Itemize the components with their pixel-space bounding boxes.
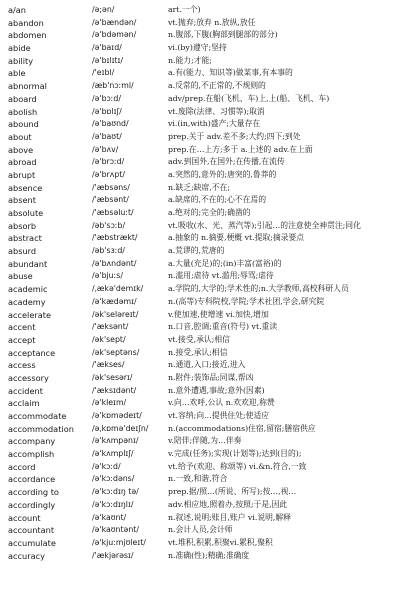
vocab-entry <box>0 194 420 207</box>
entry-word: absurd <box>8 246 37 257</box>
entry-pronunciation: /'ækses/ <box>92 360 125 370</box>
entry-pronunciation: /ək'sept/ <box>92 334 126 344</box>
vocab-entry <box>0 169 420 182</box>
entry-word: accompany <box>8 436 56 447</box>
vocab-entry <box>0 270 420 283</box>
entry-definition: vt.废除(法律、习惯等);取消 <box>168 106 265 116</box>
vocab-entry <box>0 347 420 360</box>
entry-definition: v.使加速,使增速 vi.加快,增加 <box>168 309 269 319</box>
entry-word: abound <box>8 119 39 130</box>
vocab-entry <box>0 118 420 131</box>
entry-definition: vi.(in,with)盛产;大量存在 <box>168 119 261 129</box>
vocab-entry <box>0 512 420 525</box>
entry-word: accumulate <box>8 537 56 548</box>
entry-word: accord <box>8 461 36 472</box>
entry-word: abandon <box>8 17 44 28</box>
vocab-entry <box>0 156 420 169</box>
vocab-entry <box>0 486 420 499</box>
entry-definition: vt.容纳;向…提供住处;使适应 <box>168 411 270 420</box>
entry-word: abroad <box>8 157 37 168</box>
entry-definition: v.向…欢呼,公认 n.欢欢迎,称赞 <box>168 398 275 408</box>
vocab-entry <box>0 207 420 220</box>
entry-definition: n.口音,腔调;重音(符号) vt.重读 <box>168 322 278 332</box>
entry-definition: a.缺席的,不在的;心不在焉的 <box>168 195 266 205</box>
entry-pronunciation: /ə'bjuːs/ <box>92 271 123 281</box>
entry-pronunciation: /ə'baɪd/ <box>92 43 122 53</box>
entry-word: absolute <box>8 208 44 218</box>
vocab-entry <box>0 499 420 512</box>
entry-definition: n.会计人员,会计师 <box>168 525 233 535</box>
entry-pronunciation: /əb'sɜːd/ <box>92 246 125 256</box>
entry-word: according to <box>8 487 59 498</box>
entry-pronunciation: /ə'bʌndənt/ <box>92 258 137 268</box>
entry-word: access <box>8 360 36 371</box>
vocab-entry <box>0 334 420 347</box>
entry-definition: a.有(能力、知识等)做某事,有本事的 <box>168 68 293 78</box>
entry-pronunciation: /ə'kɔːdɪŋ tə/ <box>92 487 139 497</box>
entry-word: abnormal <box>8 81 47 92</box>
entry-definition: prep.据/照…(所说、所写);按…,视… <box>168 487 297 497</box>
entry-pronunciation: /ə'bændən/ <box>92 17 137 27</box>
vocab-entry <box>0 524 420 537</box>
vocab-entry <box>0 42 420 55</box>
entry-word: abide <box>8 43 31 54</box>
entry-word: academic <box>8 284 48 295</box>
entry-pronunciation: /ə;ən/ <box>92 5 115 14</box>
entry-definition: art.一个) <box>168 5 201 14</box>
entry-definition: adv.相应地,照着办,按照;于是,因此 <box>168 499 288 509</box>
entry-word: academy <box>8 296 46 307</box>
entry-pronunciation: /ə'kʌmpənɪ/ <box>92 436 139 446</box>
entry-definition: n.附件;装饰品;同谋,帮凶 <box>168 372 254 382</box>
entry-word: able <box>8 68 26 79</box>
entry-definition: n.(高等)专科院校,学院;学术社团,学会,研究院 <box>168 296 325 306</box>
entry-definition: vt.给予(欢迎、称颂等) vi.&n.符合,一致 <box>168 461 307 471</box>
entry-word: account <box>8 512 41 523</box>
entry-pronunciation: /ə'kɔːdɪŋlɪ/ <box>92 499 134 509</box>
entry-word: accelerate <box>8 309 52 320</box>
entry-pronunciation: /əb'sɔːb/ <box>92 220 126 230</box>
vocab-entry <box>0 473 420 486</box>
entry-pronunciation: /ə'bɒlɪʃ/ <box>92 106 122 116</box>
entry-definition: vt.吸收(水、光、蒸汽等);引起…的注意使全神贯注;同化 <box>168 220 361 230</box>
entry-pronunciation: /ə'bdəmən/ <box>92 30 137 40</box>
entry-word: ability <box>8 55 34 66</box>
entry-word: acclaim <box>8 398 40 409</box>
entry-word: accuracy <box>8 550 45 561</box>
entry-pronunciation: /ə'kɔːdəns/ <box>92 474 135 484</box>
entry-pronunciation: /ə'bɔːd/ <box>92 93 122 103</box>
entry-pronunciation: /ək'septəns/ <box>92 347 140 357</box>
entry-definition: a.学院的,大学的;学术性的;n.大学教师,高校科研人员 <box>168 284 349 294</box>
vocab-entry <box>0 67 420 80</box>
entry-word: abstract <box>8 233 42 244</box>
entry-pronunciation: /ˌækə'demɪk/ <box>92 284 144 294</box>
vocab-entry <box>0 258 420 271</box>
entry-pronunciation: /ə'kʌmplɪʃ/ <box>92 449 134 459</box>
entry-definition: v.完成(任务);实现(计划等);达到(目的); <box>168 449 302 459</box>
vocab-entry <box>0 448 420 461</box>
vocab-entry <box>0 410 420 423</box>
entry-word: accordance <box>8 474 56 485</box>
vocab-entry <box>0 29 420 42</box>
entry-definition: n.通道,入口;接近,进入 <box>168 360 246 370</box>
entry-word: absent <box>8 195 36 206</box>
entry-pronunciation: /'æbstrækt/ <box>92 233 138 243</box>
entry-definition: a.抽象的 n.摘要,梗概 vt.提取;摘录要点 <box>168 233 305 243</box>
entry-definition: n.缺乏;缺席,不在; <box>168 182 231 192</box>
entry-definition: a.突然的,意外的;唐突的,鲁莽的 <box>168 169 277 179</box>
entry-word: acceptance <box>8 347 56 358</box>
entry-pronunciation: /'æbsənt/ <box>92 195 129 205</box>
vocab-entry <box>0 283 420 296</box>
entry-definition: n.接受,承认;相信 <box>168 347 228 357</box>
vocab-entry <box>0 296 420 309</box>
entry-word: abundant <box>8 258 48 269</box>
entry-definition: n.滥用;虐待 vt.滥用;辱骂;虐待 <box>168 271 274 281</box>
entry-pronunciation: /ə'kjuːmjʊleɪt/ <box>92 537 146 547</box>
vocab-entry <box>0 232 420 245</box>
vocab-entry <box>0 321 420 334</box>
entry-definition: a.荒谬的,荒唐的 <box>168 246 225 256</box>
vocab-entry <box>0 93 420 106</box>
vocab-entry <box>0 435 420 448</box>
entry-definition: a.绝对的;完全的;确凿的 <box>168 208 251 217</box>
entry-pronunciation: /'æksɪdənt/ <box>92 385 137 395</box>
entry-word: abdomen <box>8 30 47 41</box>
entry-definition: prep.在…上方;多于 a.上述的 adv.在上面 <box>168 144 313 154</box>
entry-definition: n.能力;才能; <box>168 55 212 65</box>
vocab-entry <box>0 359 420 372</box>
vocab-entry <box>0 537 420 550</box>
entry-word: accordingly <box>8 499 56 510</box>
entry-pronunciation: /ə'brʌpt/ <box>92 169 125 179</box>
entry-definition: vt.抛弃;放弃 n.放纵,放任 <box>168 17 256 27</box>
entry-definition: vt.堆积,积累,积聚vi.累积,聚积 <box>168 537 273 547</box>
vocab-entry <box>0 245 420 258</box>
entry-pronunciation: /ə'bɪlɪtɪ/ <box>92 55 124 65</box>
entry-pronunciation: /ə'kleɪm/ <box>92 398 127 408</box>
entry-word: accommodation <box>8 423 74 434</box>
entry-definition: adv.到国外,在国外;在传播,在流传 <box>168 157 285 167</box>
entry-pronunciation: /'ækjərəsɪ/ <box>92 550 134 560</box>
entry-pronunciation: /ək'seləreɪt/ <box>92 309 139 319</box>
entry-pronunciation: /'æksənt/ <box>92 322 129 332</box>
entry-definition: vt.接受,承认;相信 <box>168 334 230 344</box>
vocab-entry <box>0 131 420 144</box>
entry-definition: n.腹部,下腹(胸部到腿部的部分) <box>168 30 278 40</box>
entry-word: a/an <box>8 5 26 15</box>
vocab-entry <box>0 182 420 195</box>
entry-definition: n.准确(性);精确;准确度 <box>168 550 250 560</box>
entry-definition: n.一致,和谐,符合 <box>168 474 228 484</box>
entry-definition: n.意外遭遇,事故;意外(因素) <box>168 385 265 395</box>
entry-definition: a.反常的,不正常的,不规则的 <box>168 81 266 91</box>
vocab-entry <box>0 4 420 17</box>
vocab-entry <box>0 106 420 119</box>
vocab-entry <box>0 55 420 68</box>
entry-pronunciation: /ə'bʌv/ <box>92 144 119 154</box>
entry-definition: adv/prep.在船(飞机、车)上,上(船、飞机、车) <box>168 93 330 103</box>
entry-definition: a.大量(充足)的;(in)丰富(富裕)的 <box>168 258 282 268</box>
entry-pronunciation: /'eɪbl/ <box>92 68 115 78</box>
entry-word: accountant <box>8 525 55 536</box>
entry-word: absence <box>8 182 43 193</box>
entry-word: absorb <box>8 220 37 231</box>
entry-word: accept <box>8 334 36 345</box>
entry-pronunciation: /ə'kaʊnt/ <box>92 512 127 522</box>
entry-word: accident <box>8 385 43 396</box>
entry-definition: n.叙述,说明;账目,账户 vi.说明,解释 <box>168 512 291 522</box>
entry-pronunciation: /ə'kaʊntənt/ <box>92 525 139 535</box>
entry-pronunciation: /ək'sesərɪ/ <box>92 372 133 382</box>
entry-definition: vi.(by)遵守;坚持 <box>168 43 227 53</box>
entry-pronunciation: /ə'brɔːd/ <box>92 157 125 167</box>
entry-definition: v.陪伴;伴随,为…伴奏 <box>168 436 242 446</box>
entry-pronunciation: /ə'kɔːd/ <box>92 461 121 471</box>
vocab-entry <box>0 80 420 93</box>
vocab-entry <box>0 550 420 563</box>
vocab-entry <box>0 397 420 410</box>
entry-word: abrupt <box>8 169 36 180</box>
vocab-entry <box>0 144 420 157</box>
entry-word: abolish <box>8 106 38 117</box>
entry-pronunciation: /'æbsəluːt/ <box>92 208 134 217</box>
entry-pronunciation: /əˌkɒmə'deɪʃn/ <box>92 423 149 433</box>
vocab-entry <box>0 461 420 474</box>
vocab-entry <box>0 372 420 385</box>
entry-word: abuse <box>8 271 33 282</box>
vocab-entry <box>0 423 420 436</box>
vocab-entry <box>0 309 420 322</box>
entry-pronunciation: /ə'baʊt/ <box>92 131 122 141</box>
entry-pronunciation: /'æbsəns/ <box>92 182 130 192</box>
entry-word: about <box>8 131 32 142</box>
entry-word: aboard <box>8 93 37 104</box>
entry-word: accent <box>8 322 36 333</box>
entry-definition: prep.关于 adv.差不多;大约;四下;到处 <box>168 131 301 141</box>
vocab-entry <box>0 220 420 233</box>
entry-definition: n.(accommodations)住宿,留宿;膳宿供应 <box>168 423 316 433</box>
vocab-entry <box>0 385 420 398</box>
entry-pronunciation: /ə'baʊnd/ <box>92 119 129 129</box>
entry-word: accommodate <box>8 411 67 421</box>
entry-pronunciation: /æb'nɔːml/ <box>92 81 134 91</box>
entry-word: accessory <box>8 372 49 383</box>
entry-word: above <box>8 144 34 155</box>
entry-pronunciation: /ə'kædəmɪ/ <box>92 296 137 306</box>
entry-pronunciation: /ə'kɒmədeɪt/ <box>92 411 142 420</box>
entry-word: accomplish <box>8 449 55 460</box>
vocab-entry <box>0 17 420 30</box>
